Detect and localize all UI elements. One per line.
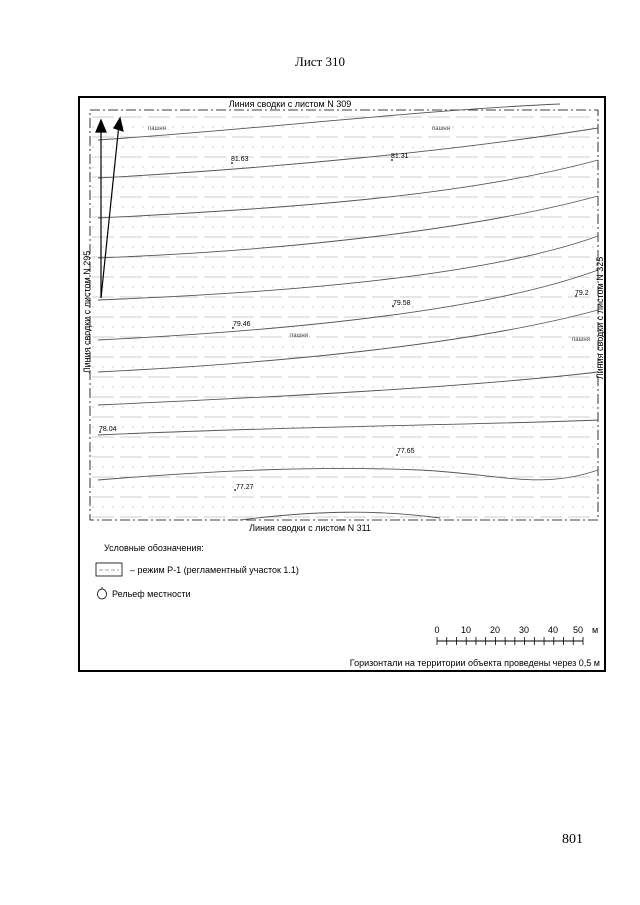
elevation-label: 79.2: [575, 290, 589, 297]
legend-hatch-symbol: [96, 563, 122, 576]
contour-lines: [98, 104, 598, 520]
scale-tick-label: 40: [547, 625, 559, 635]
hatch-pattern: [92, 117, 596, 517]
elevation-label: 79.58: [393, 300, 411, 307]
zone-boundary: [90, 110, 598, 520]
contour-line: [98, 236, 598, 300]
land-use-label: пашня: [290, 333, 308, 339]
land-use-label: пашня: [572, 337, 590, 343]
elevation-points: [99, 159, 577, 491]
relief-icon: [98, 587, 107, 599]
legend-title: Условные обозначения:: [104, 543, 204, 553]
elevation-label: 79.46: [233, 321, 251, 328]
scale-tick-label: 50: [572, 625, 584, 635]
boundary-bottom-label: Линия сводки с листом N 311: [249, 523, 371, 533]
scale-tick-label: 0: [434, 625, 440, 635]
scale-tick-label: 30: [518, 625, 530, 635]
contour-line: [98, 310, 598, 372]
contour-line: [98, 104, 560, 140]
boundary-left-label: Линия сводки с листом N 295: [82, 250, 92, 374]
legend-item-label: – режим Р-1 (регламентный участок 1.1): [130, 565, 299, 575]
scale-tick-label: 10: [460, 625, 472, 635]
contour-line: [240, 512, 440, 520]
contour-line: [98, 468, 598, 480]
sheet-title: Лист 310: [295, 54, 345, 69]
elevation-label: 81.63: [231, 156, 249, 163]
scale-tick-label: 20: [489, 625, 501, 635]
elevation-label: 77.65: [397, 448, 415, 455]
boundary-top-label: Линия сводки с листом N 309: [228, 99, 352, 109]
scale-bar: [434, 625, 598, 645]
elevation-label: 77.27: [236, 484, 254, 491]
land-use-label: пашня: [432, 126, 450, 132]
land-use-label: пашня: [148, 126, 166, 132]
scale-unit: м: [592, 625, 599, 635]
boundary-right-label: Линия сводки с листом N 325: [595, 256, 605, 380]
contour-interval-note: Горизонтали на территории объекта проведены через 0,5 м: [349, 658, 600, 668]
elevation-label: 78.04: [99, 426, 117, 433]
contour-line: [98, 270, 598, 340]
elevation-label: 81.31: [391, 153, 409, 160]
north-arrow: [96, 118, 123, 298]
contour-line: [98, 160, 598, 218]
legend-item-label: Рельеф местности: [112, 589, 191, 599]
contour-line: [98, 420, 598, 435]
page-number: 801: [562, 832, 583, 847]
contour-line: [98, 128, 598, 178]
